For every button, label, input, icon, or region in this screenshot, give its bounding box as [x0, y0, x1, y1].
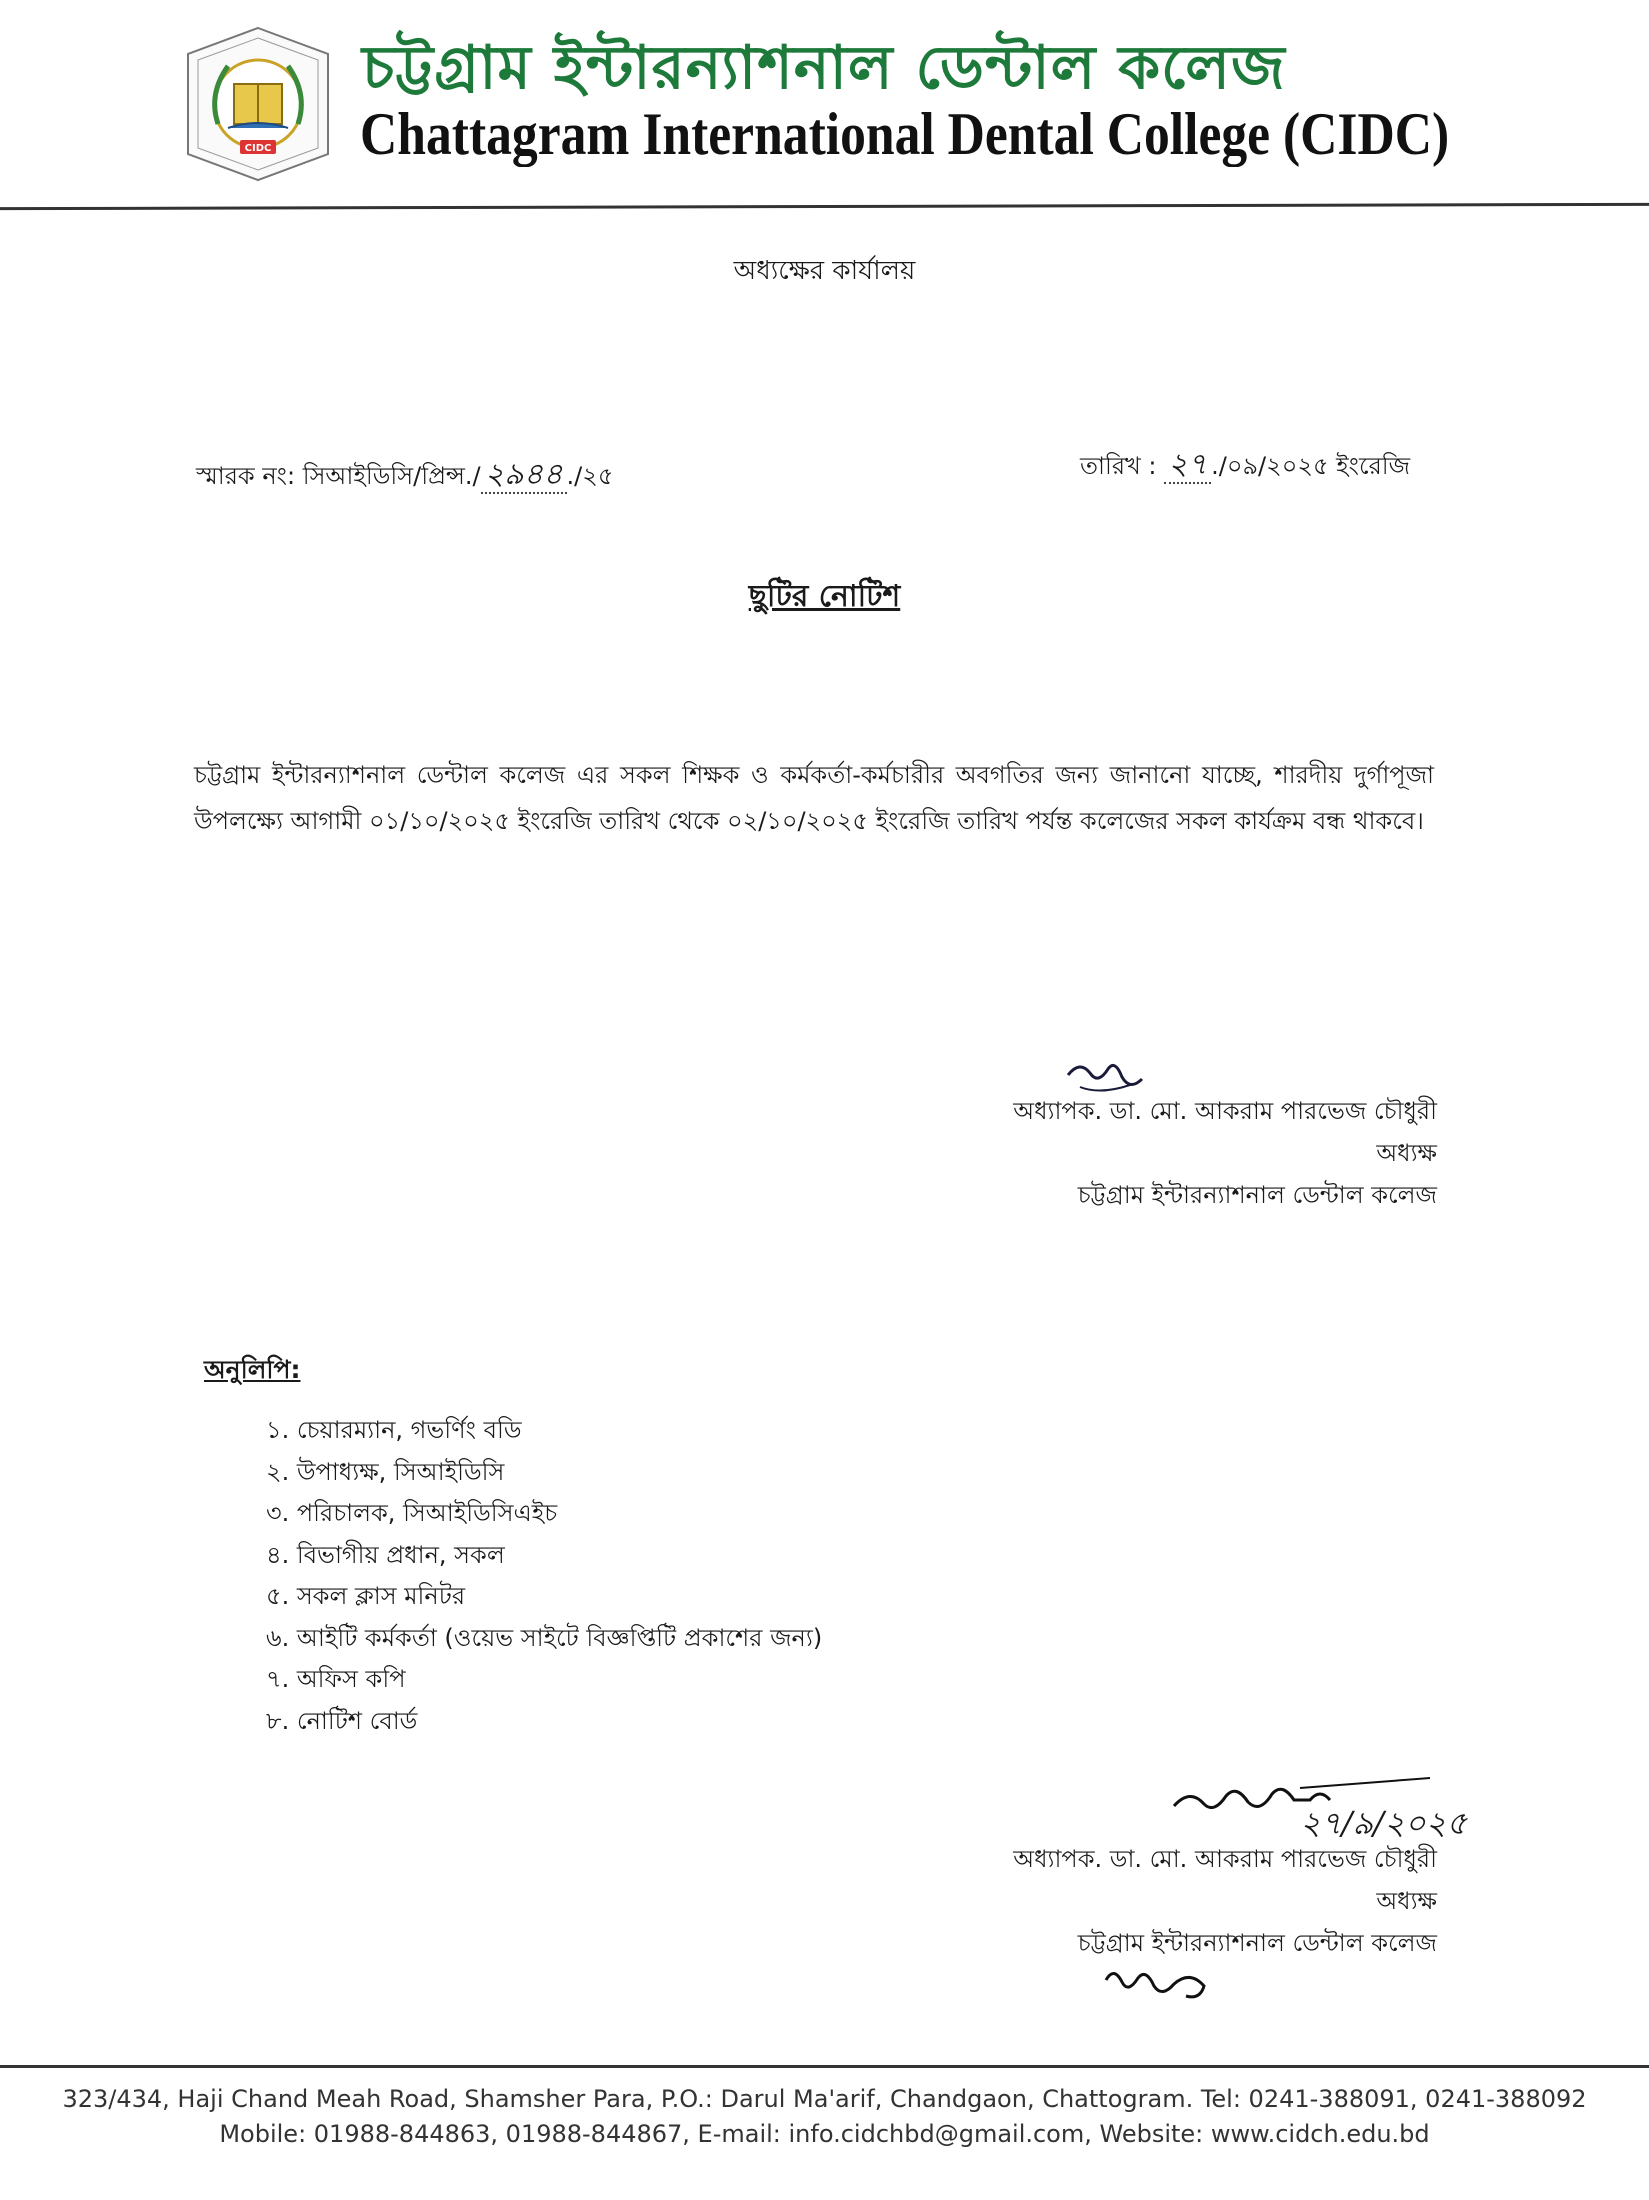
- office-label: অধ্যক্ষের কার্যালয়: [733, 256, 916, 286]
- date-prefix: তারিখ :: [1080, 452, 1165, 480]
- cc-item: ৪. বিভাগীয় প্রধান, সকল: [266, 1540, 505, 1569]
- signatory-designation: অধ্যক্ষ: [1376, 1887, 1437, 1915]
- signature-block-2: [900, 1838, 1437, 1964]
- signatory-name: অধ্যাপক. ডা. মো. আকরাম পারভেজ চৌধুরী: [1013, 1845, 1437, 1873]
- cc-item: ৮. নোটিশ বোর্ড: [266, 1706, 418, 1735]
- cc-item: ১. চেয়ারম্যান, গভর্ণিং বডি: [266, 1416, 522, 1444]
- logo-text: CIDC: [244, 143, 272, 154]
- cc-item: ৫. সকল ক্লাস মনিটর: [266, 1582, 466, 1610]
- cc-item: ৩. পরিচালক, সিআইডিসিএইচ: [266, 1499, 558, 1527]
- memo-prefix: স্মারক নং: সিআইডিসি/প্রিন্স./: [196, 462, 481, 490]
- college-name-english: Chattagram International Dental College (CIDC): [360, 101, 1450, 167]
- initials-scribble: [1100, 1960, 1210, 2010]
- cc-item: ৬. আইটি কর্মকর্তা (ওয়েভ সাইটে বিজ্ঞপ্তিটি প্রকাশের জন্য): [266, 1623, 823, 1652]
- date-suffix: ./০৯/২০২৫ ইংরেজি: [1211, 452, 1411, 480]
- cc-item: ২. উপাধ্যক্ষ, সিআইডিসি: [266, 1457, 505, 1486]
- college-logo: [178, 24, 338, 184]
- memo-handwritten-number: ২৯৪৪: [481, 457, 567, 494]
- college-name-bengali: চট্টগ্রাম ইন্টারন্যাশনাল ডেন্টাল কলেজ: [362, 33, 1286, 103]
- header-divider: [0, 203, 1649, 210]
- cc-item: ৭. অফিস কপি: [266, 1665, 406, 1693]
- notice-body: চট্টগ্রাম ইন্টারন্যাশনাল ডেন্টাল কলেজ এর সকল শিক্ষক ও কর্মকর্তা-কর্মচারীর অবগতির জন্য জানানো যাচ্ছে, শারদীয় দুর্গাপূজা উপলক্ষ্যে আগামী ০১/১০/২০২৫ ইংরেজি তারিখ থেকে ০২/১০/২০২৫ ইংরেজি তারিখ পর্যন্ত কলেজের সকল কার্যক্রম বন্ধ থাকবে।: [194, 761, 1434, 835]
- footer-divider: [0, 2065, 1649, 2068]
- notice-title: ছুটির নোটিশ: [748, 579, 901, 614]
- handwritten-date: ২৭/৯/২০২৫: [1300, 1804, 1468, 1842]
- date-handwritten-day: ২৭: [1164, 447, 1211, 484]
- cc-heading: অনুলিপি:: [204, 1355, 301, 1384]
- issue-date: [1080, 440, 1410, 491]
- memo-number: [196, 450, 613, 501]
- signatory-designation: অধ্যক্ষ: [1376, 1139, 1437, 1167]
- footer-address: 323/434, Haji Chand Meah Road, Shamsher Para, P.O.: Darul Ma'arif, Chandgaon, Chattogram. Tel: 0241-388091, 0241-388092: [62, 2085, 1587, 2113]
- cc-list: [266, 1410, 822, 1742]
- signatory-institution: চট্টগ্রাম ইন্টারন্যাশনাল ডেন্টাল কলেজ: [1077, 1181, 1437, 1209]
- signatory-name: অধ্যাপক. ডা. মো. আকরাম পারভেজ চৌধুরী: [1013, 1097, 1437, 1125]
- signature-block: [900, 1090, 1437, 1216]
- memo-suffix: ./২৫: [566, 462, 614, 490]
- footer-contact: Mobile: 01988-844863, 01988-844867, E-mail: info.cidchbd@gmail.com, Website: www.cidch.edu.bd: [219, 2120, 1430, 2148]
- signatory-institution: চট্টগ্রাম ইন্টারন্যাশনাল ডেন্টাল কলেজ: [1077, 1929, 1437, 1957]
